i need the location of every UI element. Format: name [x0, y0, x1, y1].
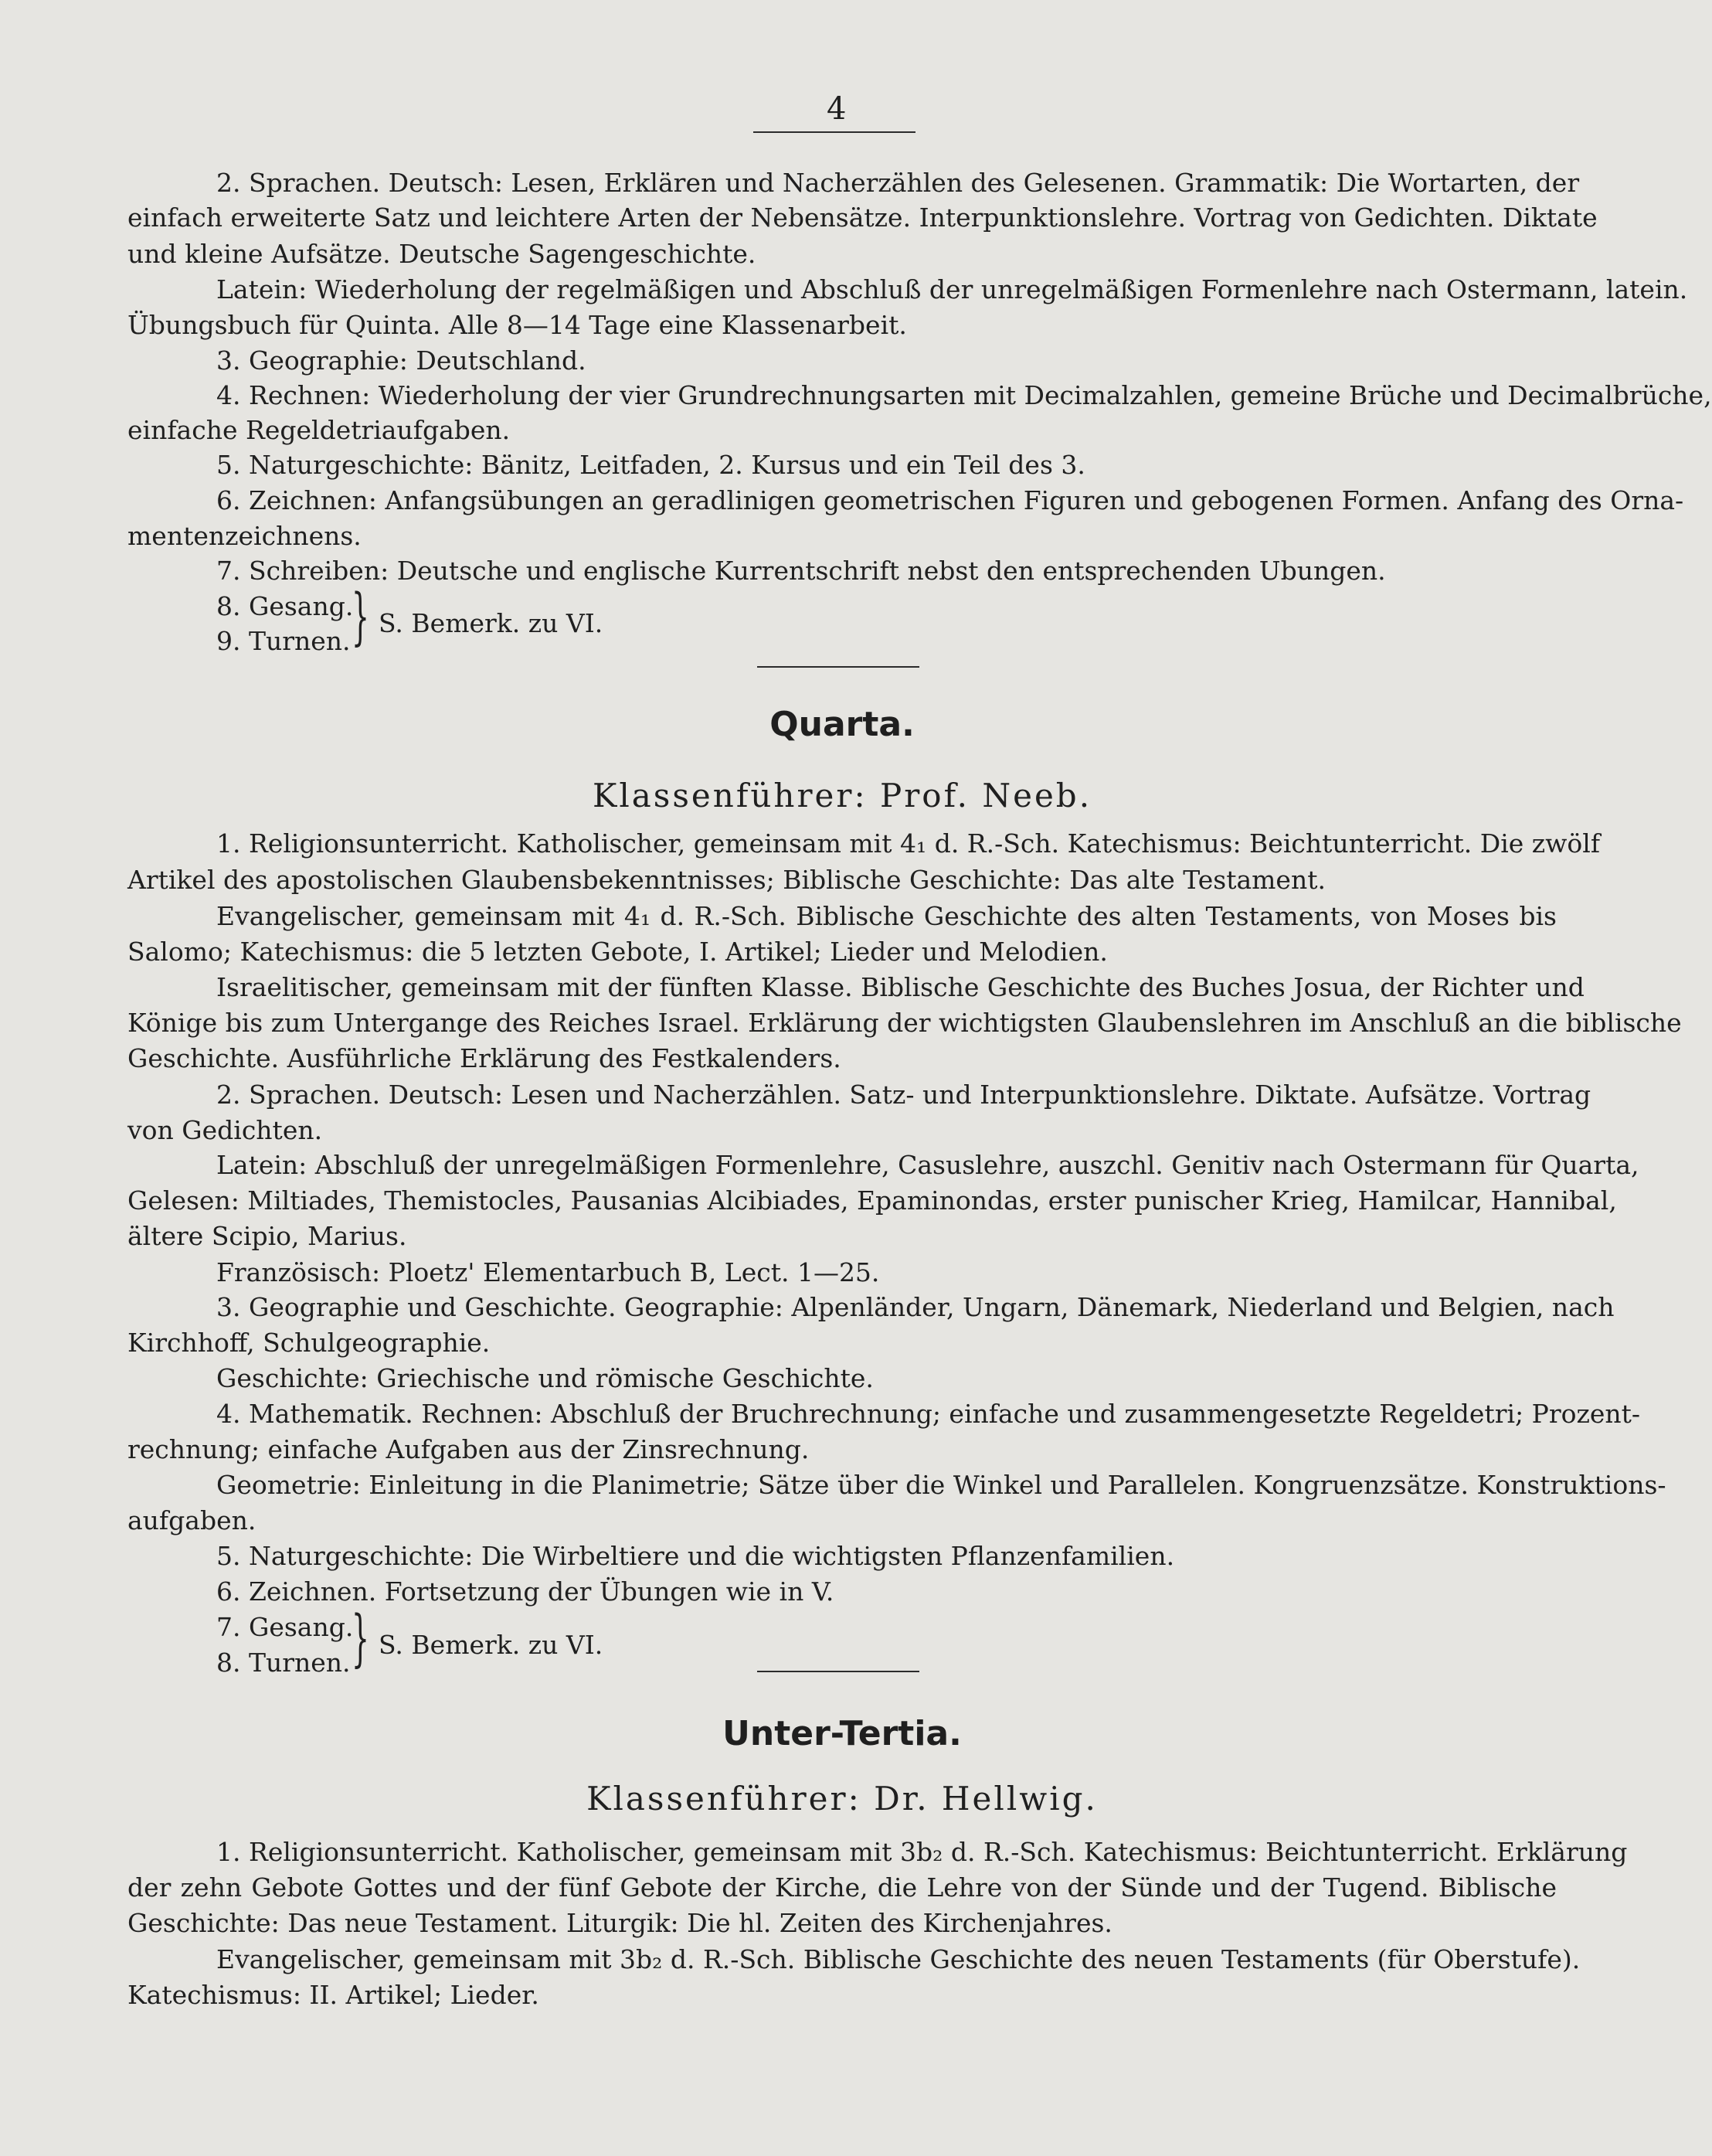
text-line: Gelesen: Miltiades, Themistocles, Pausanias Alcibiades, Epaminondas, erster punischer Krieg, Hamilcar, Hannibal,: [127, 1185, 1617, 1216]
section-title-untertertia: Unter-Tertia.: [722, 1714, 962, 1753]
brace-glyph: }: [352, 1602, 369, 1674]
text-line: 6. Zeichnen. Fortsetzung der Übungen wie in V.: [216, 1576, 834, 1607]
brace-glyph: }: [352, 580, 369, 652]
text-line: rechnung; einfache Aufgaben aus der Zinsrechnung.: [127, 1434, 810, 1464]
text-line: Salomo; Katechismus: die 5 letzten Gebote, I. Artikel; Lieder und Melodien.: [127, 937, 1108, 967]
class-teacher-quarta: Klassenführer: Prof. Neeb.: [592, 777, 1092, 814]
section-rule: [757, 1671, 919, 1672]
text-line: ältere Scipio, Marius.: [127, 1221, 407, 1251]
text-line: mentenzeichnens.: [127, 521, 362, 551]
text-line: Französisch: Ploetz' Elementarbuch B, Lect. 1—25.: [216, 1257, 880, 1287]
text-line: Geschichte: Das neue Testament. Liturgik: Die hl. Zeiten des Kirchenjahres.: [127, 1908, 1112, 1938]
text-line: Evangelischer, gemeinsam mit 4₁ d. R.-Sch. Biblische Geschichte des alten Testaments, von Moses bis: [216, 901, 1557, 931]
text-line: der zehn Gebote Gottes und der fünf Gebote der Kirche, die Lehre von der Sünde und der Tugend. Biblische: [127, 1872, 1557, 1903]
section-rule: [757, 666, 919, 668]
text-line: Geometrie: Einleitung in die Planimetrie; Sätze über die Winkel und Parallelen. Kongruenzsätze. Konstruktions-: [216, 1470, 1666, 1500]
text-line: 2. Sprachen. Deutsch: Lesen, Erklären und Nacherzählen des Gelesenen. Grammatik: Die Wortarten, der: [216, 168, 1580, 198]
text-line: 2. Sprachen. Deutsch: Lesen und Nacherzählen. Satz- und Interpunktionslehre. Diktate. Aufsätze. Vortrag: [216, 1080, 1591, 1110]
text-line: 4. Rechnen: Wiederholung der vier Grundrechnungsarten mit Decimalzahlen, gemeine Brüche und Decimalbrüche,: [216, 380, 1712, 410]
class-teacher-untertertia: Klassenführer: Dr. Hellwig.: [586, 1780, 1098, 1818]
gesang-label: 8. Gesang.: [216, 591, 354, 621]
text-line: Katechismus: II. Artikel; Lieder.: [127, 1980, 539, 2010]
text-line: 5. Naturgeschichte: Die Wirbeltiere und die wichtigsten Pflanzenfamilien.: [216, 1541, 1175, 1571]
header-rule: [753, 131, 915, 133]
text-line: Könige bis zum Untergange des Reiches Israel. Erklärung der wichtigsten Glaubenslehren im Anschluß an die biblische: [127, 1008, 1682, 1038]
text-line: Geschichte: Griechische und römische Geschichte.: [216, 1363, 874, 1393]
text-line: Latein: Wiederholung der regelmäßigen und Abschluß der unregelmäßigen Formenlehre nach Ostermann, latein.: [216, 274, 1688, 304]
text-line: Israelitischer, gemeinsam mit der fünften Klasse. Biblische Geschichte des Buches Josua, der Richter und: [216, 972, 1585, 1002]
text-line: 3. Geographie: Deutschland.: [216, 345, 586, 376]
text-line: und kleine Aufsätze. Deutsche Sagengeschichte.: [127, 239, 756, 269]
turnen-label: 8. Turnen.: [216, 1648, 351, 1678]
text-line: von Gedichten.: [127, 1115, 323, 1145]
bemerk-note: S. Bemerk. zu VI.: [379, 1630, 603, 1660]
turnen-label: 9. Turnen.: [216, 626, 351, 656]
text-line: 3. Geographie und Geschichte. Geographie: Alpenländer, Ungarn, Dänemark, Niederland und Belgien, nach: [216, 1292, 1615, 1322]
text-line: 6. Zeichnen: Anfangsübungen an geradlinigen geometrischen Figuren und gebogenen Formen. Anfang des Orna-: [216, 485, 1684, 515]
text-line: 1. Religionsunterricht. Katholischer, gemeinsam mit 4₁ d. R.-Sch. Katechismus: Beichtunterricht. Die zwölf: [216, 828, 1601, 859]
text-line: 4. Mathematik. Rechnen: Abschluß der Bruchrechnung; einfache und zusammengesetzte Regeldetri; Prozent-: [216, 1399, 1641, 1429]
gesang-label: 7. Gesang.: [216, 1612, 354, 1642]
text-line: 7. Schreiben: Deutsche und englische Kurrentschrift nebst den entsprechenden Ubungen.: [216, 556, 1386, 586]
text-line: Kirchhoff, Schulgeographie.: [127, 1328, 491, 1358]
text-line: einfach erweiterte Satz und leichtere Arten der Nebensätze. Interpunktionslehre. Vortrag von Gedichten. Diktate: [127, 202, 1598, 233]
bemerk-note: S. Bemerk. zu VI.: [379, 608, 603, 638]
text-line: einfache Regeldetriaufgaben.: [127, 415, 511, 445]
text-line: Evangelischer, gemeinsam mit 3b₂ d. R.-Sch. Biblische Geschichte des neuen Testaments (für Oberstufe).: [216, 1944, 1581, 1974]
text-line: aufgaben.: [127, 1505, 256, 1535]
text-line: Übungsbuch für Quinta. Alle 8—14 Tage eine Klassenarbeit.: [127, 310, 907, 340]
section-title-quarta: Quarta.: [769, 705, 915, 744]
text-line: Artikel des apostolischen Glaubensbekenntnisses; Biblische Geschichte: Das alte Testament.: [127, 865, 1326, 895]
text-line: 1. Religionsunterricht. Katholischer, gemeinsam mit 3b₂ d. R.-Sch. Katechismus: Beichtunterricht. Erklärung: [216, 1837, 1628, 1867]
text-line: 5. Naturgeschichte: Bänitz, Leitfaden, 2. Kursus und ein Teil des 3.: [216, 450, 1085, 480]
text-line: Latein: Abschluß der unregelmäßigen Formenlehre, Casuslehre, auszchl. Genitiv nach Ostermann für Quarta,: [216, 1150, 1639, 1180]
text-line: Geschichte. Ausführliche Erklärung des Festkalenders.: [127, 1043, 841, 1073]
page-number: 4: [827, 91, 847, 127]
